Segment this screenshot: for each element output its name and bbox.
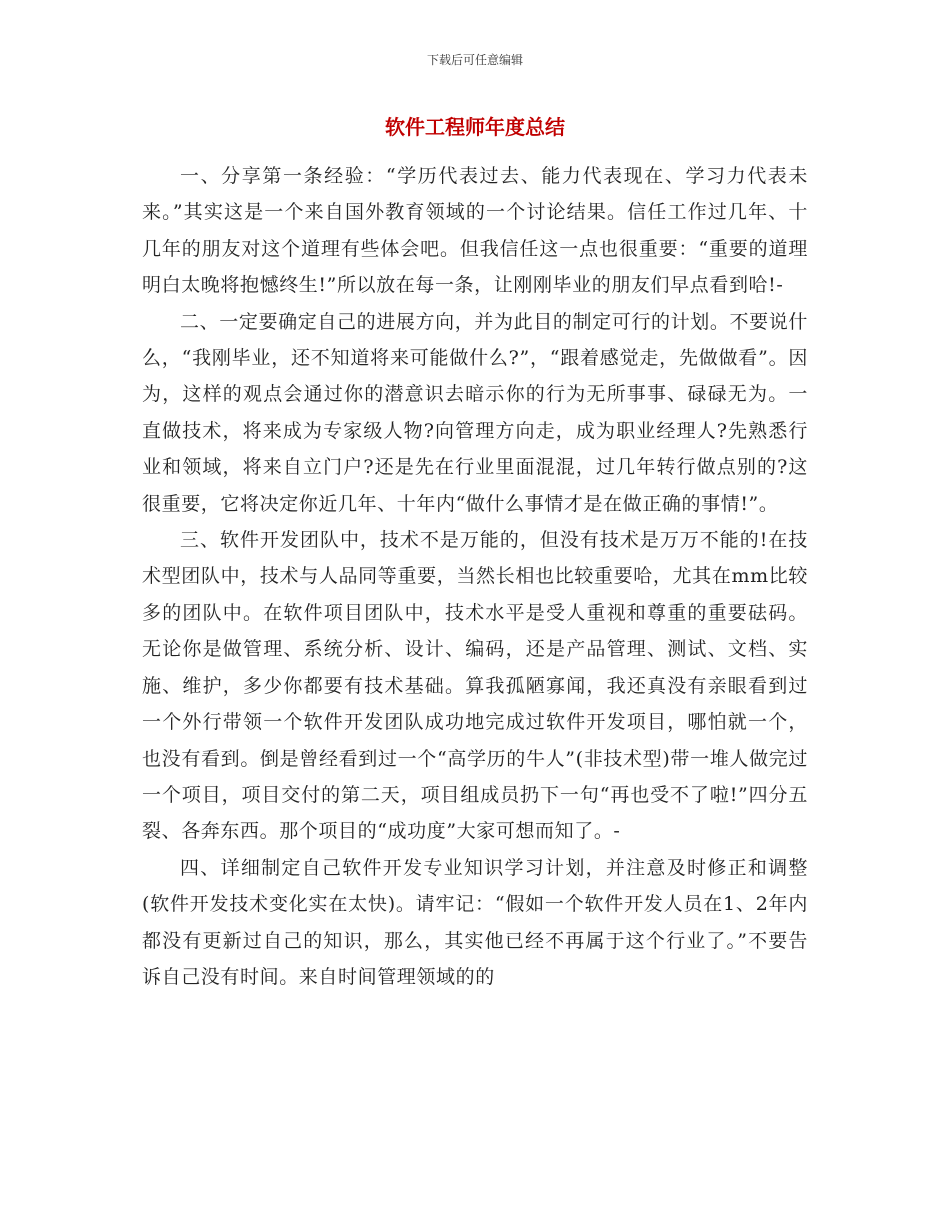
paragraph-1: 一、分享第一条经验：“学历代表过去、能力代表现在、学习力代表未来。”其实这是一个来自国外教育领域的一个讨论结果。信任工作过几年、十几年的朋友对这个道理有些体会吧。但我信任这一点也很重要：“重要的道理明白太晚将抱憾终生!”所以放在每一条，让刚刚毕业的朋友们早点看到哈!-: [142, 165, 808, 297]
paragraph-3: 三、软件开发团队中，技术不是万能的，但没有技术是万万不能的!在技术型团队中，技术与人品同等重要，当然长相也比较重要哈，尤其在mm比较多的团队中。在软件项目团队中，技术水平是受人重视和尊重的重要砝码。无论你是做管理、系统分析、设计、编码，还是产品管理、测试、文档、实施、维护，多少你都要有技术基础。算我孤陋寡闻，我还真没有亲眼看到过一个外行带领一个软件开发团队成功地完成过软件开发项目，哪怕就一个，也没有看到。倒是曾经看到过一个“高学历的牛人”(非技术型)带一堆人做完过一个项目，项目交付的第二天，项目组成员扔下一句“再也受不了啦!”四分五裂、各奔东西。那个项目的“成功度”大家可想而知了。-: [142, 529, 808, 843]
paragraph-4: 四、详细制定自己软件开发专业知识学习计划，并注意及时修正和调整(软件开发技术变化实在太快)。请牢记：“假如一个软件开发人员在1、2年内都没有更新过自己的知识，那么，其实他已经不再属于这个行业了。”不要告诉自己没有时间。来自时间管理领域的的: [142, 856, 808, 988]
page-header-note: 下载后可任意编辑: [426, 53, 523, 67]
document-body: [142, 158, 808, 995]
paragraph-2: 二、一定要确定自己的进展方向，并为此目的制定可行的计划。不要说什么，“我刚毕业，还不知道将来可能做什么?”，“跟着感觉走，先做做看”。因为，这样的观点会通过你的潜意识去暗示你的行为无所事事、碌碌无为。一直做技术，将来成为专家级人物?向管理方向走，成为职业经理人?先熟悉行业和领域，将来自立门户?还是先在行业里面混混，过几年转行做点别的?这很重要，它将决定你近几年、十年内“做什么事情才是在做正确的事情!”。: [142, 310, 808, 515]
document-title: 软件工程师年度总结: [385, 115, 565, 139]
